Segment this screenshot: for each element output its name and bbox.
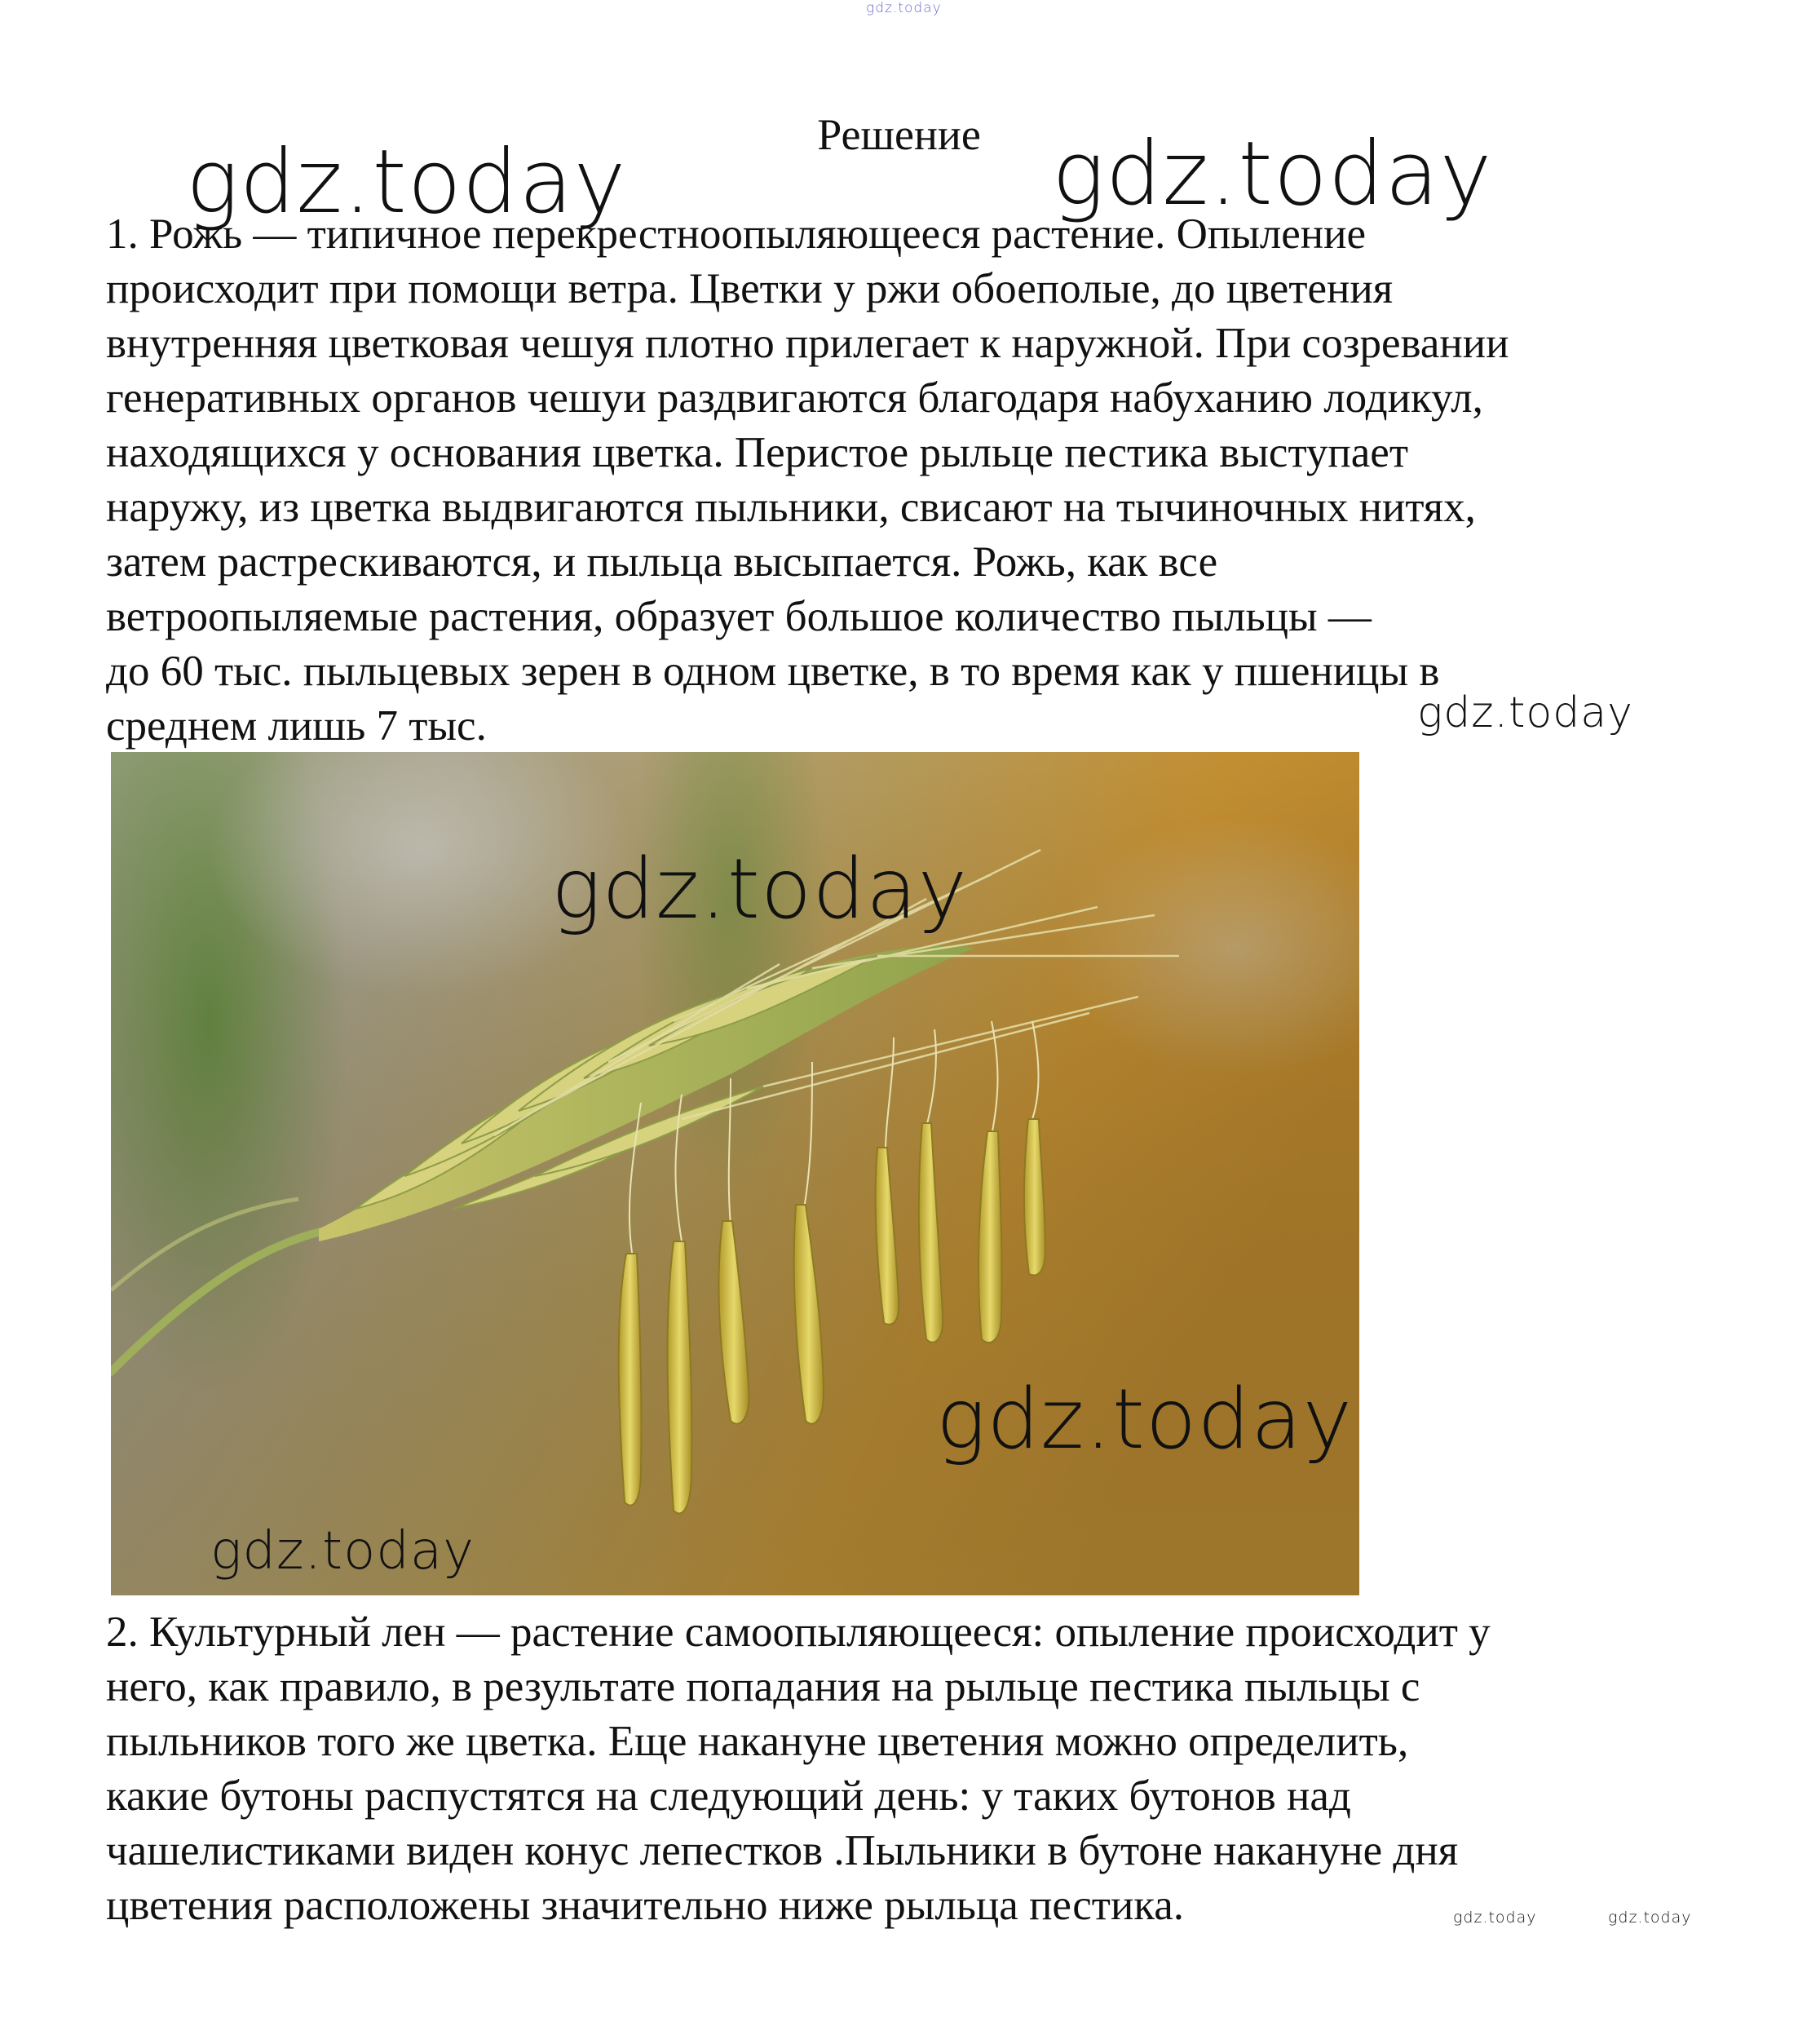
text-line: до 60 тыс. пыльцевых зерен в одном цветке, в то время как у пшеницы в (106, 648, 1440, 695)
text-line: среднем лишь 7 тыс. (106, 702, 487, 750)
text-line: затем растрескиваются, и пыльца высыпается. Рожь, как все (106, 538, 1218, 586)
watermark: gdz.today (866, 0, 942, 16)
answer-paragraph-1 (106, 207, 1704, 754)
text-line: 1. Рожь — типичное перекрестноопыляющееся растение. Опыление (106, 210, 1367, 258)
text-line: него, как правило, в результате попадания на рыльце пестика пыльцы с (106, 1663, 1420, 1710)
watermark: gdz.today (186, 131, 627, 233)
watermark: gdz.today (936, 1371, 1353, 1468)
watermark: gdz.today (1417, 688, 1633, 737)
text-line: чашелистиками виден конус лепестков .Пыльники в бутоне накануне дня (106, 1827, 1459, 1874)
answer-paragraph-2 (106, 1605, 1704, 1933)
watermark: gdz.today (1453, 1909, 1537, 1927)
watermark: gdz.today (1608, 1909, 1692, 1927)
text-line: пыльников того же цветка. Еще накануне цветения можно определить, (106, 1718, 1409, 1765)
text-line: ветроопыляемые растения, образует большое количество пыльцы — (106, 593, 1372, 640)
watermark: gdz.today (1052, 123, 1493, 225)
text-line: наружу, из цветка выдвигаются пыльники, свисают на тычиночных нитях, (106, 484, 1476, 531)
text-line: 2. Культурный лен — растение самоопыляющееся: опыление происходит у (106, 1608, 1491, 1656)
text-line: происходит при помощи ветра. Цветки у ржи обоеполые, до цветения (106, 265, 1394, 312)
text-line: цветения расположены значительно ниже рыльца пестика. (106, 1882, 1185, 1929)
text-line: находящихся у основания цветка. Перистое рыльце пестика выступает (106, 429, 1408, 476)
page-title: Решение (817, 110, 981, 159)
watermark: gdz.today (210, 1521, 475, 1582)
text-line: генеративных органов чешуи раздвигаются благодаря набуханию лодикул, (106, 374, 1483, 422)
text-line: внутренняя цветковая чешуя плотно прилегает к наружной. При созревании (106, 320, 1509, 367)
watermark: gdz.today (551, 841, 968, 938)
rye-spike-photo (111, 752, 1359, 1595)
text-line: какие бутоны распустятся на следующий день: у таких бутонов над (106, 1772, 1351, 1820)
